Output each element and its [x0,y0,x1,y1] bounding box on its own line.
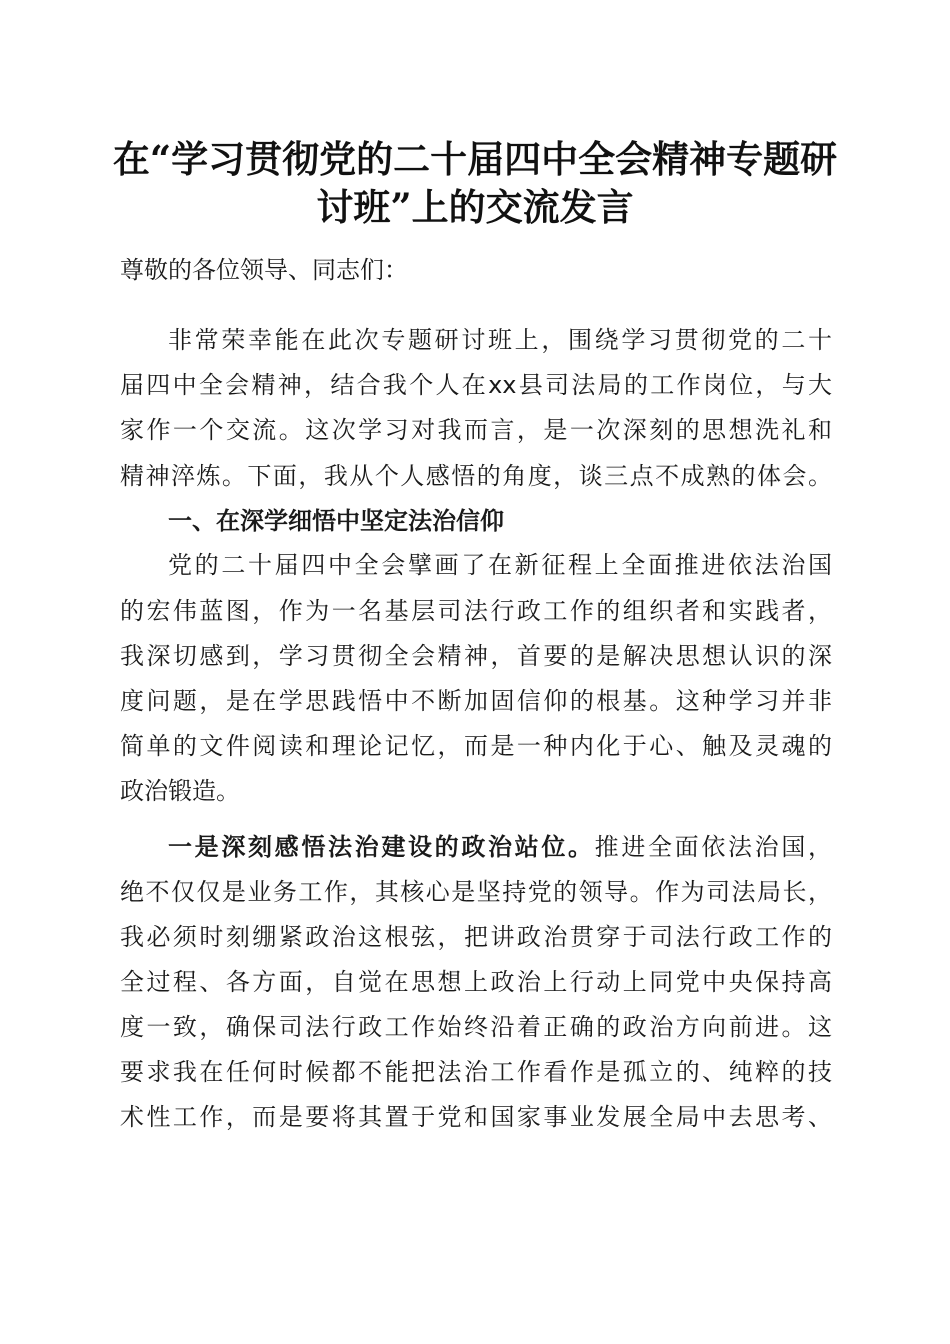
point-paragraph-line: 度一致，确保司法行政工作始终沿着正确的政治方向前进。这 [120,1013,832,1041]
intro-line: 家作一个交流。这次学习对我而言，是一次深刻的思想洗礼和 [120,416,832,444]
point-paragraph-line: 全过程、各方面，自觉在思想上政治上行动上同党中央保持高 [120,968,832,996]
section-paragraph-line: 简单的文件阅读和理论记忆，而是一种内化于心、触及灵魂的 [120,732,832,760]
section-paragraph-line: 的宏伟蓝图，作为一名基层司法行政工作的组织者和实践者， [120,597,832,625]
point-paragraph-line: 我必须时刻绷紧政治这根弦，把讲政治贯穿于司法行政工作的 [120,923,832,951]
section-heading: 一、在深学细悟中坚定法治信仰 [168,507,504,535]
intro-line: 精神淬炼。下面，我从个人感悟的角度，谈三点不成熟的体会。 [120,462,832,490]
point-paragraph-line: 术性工作，而是要将其置于党和国家事业发展全局中去思考、 [120,1103,832,1131]
section-paragraph-line: 我深切感到，学习贯彻全会精神，首要的是解决思想认识的深 [120,642,832,670]
section-paragraph-line: 党的二十届四中全会擘画了在新征程上全面推进依法治国 [168,551,832,579]
intro-line: 届四中全会精神，结合我个人在xx县司法局的工作岗位，与大 [120,371,832,399]
point-first-line-rest: 推进全面依法治国， [594,833,833,861]
intro-line: 非常荣幸能在此次专题研讨班上，围绕学习贯彻党的二十 [168,326,832,354]
document-title-line-2: 讨班”上的交流发言 [316,185,634,229]
point-lead: 一是深刻感悟法治建设的政治站位。 [168,833,595,861]
point-paragraph-line: 要求我在任何时候都不能把法治工作看作是孤立的、纯粹的技 [120,1058,832,1086]
section-paragraph-line: 度问题，是在学思践悟中不断加固信仰的根基。这种学习并非 [120,687,832,715]
point-paragraph-first-line [168,832,832,862]
document-title-line-1: 在“学习贯彻党的二十届四中全会精神专题研 [112,137,838,181]
salutation: 尊敬的各位领导、同志们： [120,256,408,284]
section-paragraph-line: 政治锻造。 [120,777,240,805]
point-paragraph-line: 绝不仅仅是业务工作，其核心是坚持党的领导。作为司法局长， [120,878,832,906]
